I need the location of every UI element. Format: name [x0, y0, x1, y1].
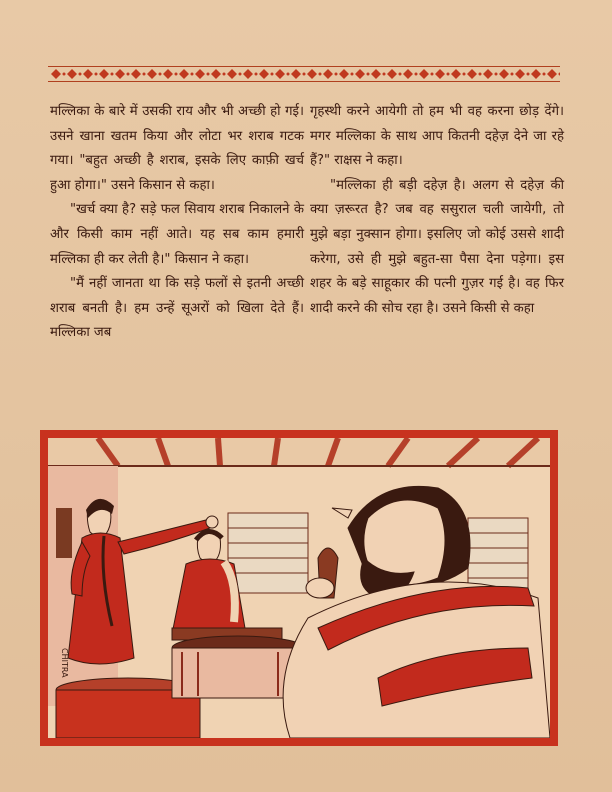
border-motif	[419, 69, 429, 79]
right-column	[310, 100, 564, 321]
border-motif	[403, 69, 413, 79]
border-dot	[543, 73, 546, 76]
border-motif	[147, 69, 157, 79]
border-dot	[223, 73, 226, 76]
border-dot	[239, 73, 242, 76]
border-motif	[355, 69, 365, 79]
right-paragraph-2: "मल्लिका ही बड़ी दहेज़ है। अलग से दहेज़ की क्या ज़रूरत है? जब वह ससुराल चली जायेगी, तो मुझे बड़ा नुक्सान होगा। इसलिए जो कोई उससे शादी करेगा, उसे ही मुझे बहुत-सा पैसा देना पड़ेगा। इस शहर के बड़े साहूकार की पत्नी गुज़र गई है। वह फिर शादी करने की सोच रहा है। उसने किसी से कहा	[310, 177, 564, 316]
border-dot	[175, 73, 178, 76]
border-motif	[515, 69, 525, 79]
border-dot	[63, 73, 66, 76]
border-dot	[367, 73, 370, 76]
border-dot	[111, 73, 114, 76]
border-motif	[115, 69, 125, 79]
border-dot	[255, 73, 258, 76]
border-dot	[431, 73, 434, 76]
border-dot	[319, 73, 322, 76]
border-motif	[195, 69, 205, 79]
border-motif	[467, 69, 477, 79]
border-dot	[191, 73, 194, 76]
left-paragraph-1: मल्लिका के बारे में उसकी राय और भी अच्छी हो गई। उसने खाना खतम किया और लोटा भर शराब गटक गया। "बहुत अच्छी है शराब, इसके लिए काफ़ी खर्च हुआ होगा।" उसने किसान से कहा।	[50, 104, 304, 193]
border-motif	[387, 69, 397, 79]
story-illustration	[40, 430, 558, 746]
border-motif	[179, 69, 189, 79]
border-dot	[79, 73, 82, 76]
border-dot	[559, 73, 561, 76]
border-dot	[303, 73, 306, 76]
border-motif	[99, 69, 109, 79]
border-dot	[159, 73, 162, 76]
illustration-scene	[48, 438, 550, 738]
border-dot	[143, 73, 146, 76]
border-motif	[371, 69, 381, 79]
left-paragraph-2: "खर्च क्या है? सड़े फल सिवाय शराब निकालने के और किसी काम नहीं आते। यह सब काम हमारी मल्लिका ही कर लेती है।" किसान ने कहा।	[50, 202, 304, 267]
border-dot	[447, 73, 450, 76]
right-paragraph-1: गृहस्थी करने आयेगी तो हम भी वह करना छोड़ देंगे। मगर मल्लिका के साथ आप कितनी दहेज़ देने जा रहे हैं?" राक्षस ने कहा।	[310, 104, 564, 169]
border-dot	[511, 73, 514, 76]
border-motif	[435, 69, 445, 79]
border-dot	[335, 73, 338, 76]
border-motif	[483, 69, 493, 79]
border-motif	[227, 69, 237, 79]
border-motif	[451, 69, 461, 79]
border-dot	[399, 73, 402, 76]
border-motif	[323, 69, 333, 79]
artist-signature: CHITRA	[60, 648, 69, 678]
border-motif	[51, 69, 61, 79]
border-dot	[287, 73, 290, 76]
border-dot	[383, 73, 386, 76]
border-motif	[163, 69, 173, 79]
border-dot	[207, 73, 210, 76]
border-motif	[291, 69, 301, 79]
border-dot	[127, 73, 130, 76]
border-dot	[95, 73, 98, 76]
border-motif	[307, 69, 317, 79]
border-dot	[527, 73, 530, 76]
border-motif	[67, 69, 77, 79]
border-dot	[495, 73, 498, 76]
border-motif	[339, 69, 349, 79]
border-dot	[415, 73, 418, 76]
border-dot	[479, 73, 482, 76]
border-motif	[275, 69, 285, 79]
border-motif	[547, 69, 557, 79]
border-dot	[271, 73, 274, 76]
border-motif	[211, 69, 221, 79]
border-motif	[531, 69, 541, 79]
border-motif	[259, 69, 269, 79]
border-motif	[83, 69, 93, 79]
decorative-border	[48, 66, 560, 82]
left-column	[50, 100, 304, 346]
border-motif	[243, 69, 253, 79]
border-motif	[131, 69, 141, 79]
left-paragraph-3: "मैं नहीं जानता था कि सड़े फलों से इतनी अच्छी शराब बनती है। हम उन्हें सूअरों को खिला देते हैं। मल्लिका जब	[50, 276, 304, 341]
border-motif	[499, 69, 509, 79]
border-dot	[463, 73, 466, 76]
border-dot	[351, 73, 354, 76]
